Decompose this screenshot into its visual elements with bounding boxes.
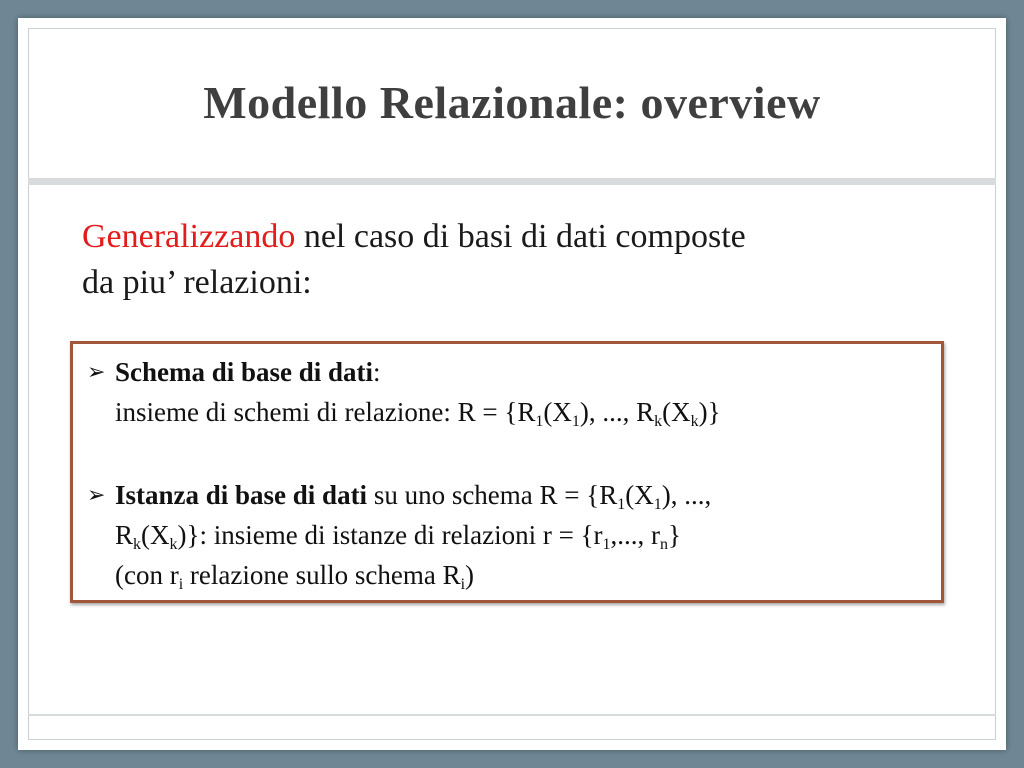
- bullet-istanza: [87, 475, 927, 595]
- text: ): [465, 560, 475, 590]
- intro-text: [82, 214, 942, 306]
- bullet-heading: Istanza di base di dati: [115, 480, 368, 510]
- bottom-divider: [28, 714, 996, 716]
- subscript: 1: [602, 536, 611, 553]
- text: ,..., r: [610, 520, 661, 550]
- text: )}: insieme di istanze di relazioni r = {r: [177, 520, 603, 550]
- text: insieme di schemi di relazione: R = {R: [115, 397, 536, 427]
- intro-line2: da piu’ relazioni:: [82, 264, 312, 301]
- text: )}: [698, 397, 721, 427]
- text: su uno schema R = {R: [367, 480, 618, 510]
- arrow-bullet-icon: ➢: [87, 359, 106, 384]
- bullet-body-line3: [87, 560, 475, 593]
- bullet-heading: Schema di base di dati: [115, 357, 374, 387]
- bullet-schema: [87, 352, 927, 432]
- subscript: n: [660, 536, 669, 553]
- slide-title: Modello Relazionale: overview: [203, 77, 821, 128]
- subscript: i: [178, 576, 184, 593]
- text: (X: [662, 397, 691, 427]
- subscript: 1: [617, 496, 626, 513]
- subscript: 1: [535, 413, 544, 430]
- intro-highlight: Generalizzando: [82, 218, 296, 255]
- intro-line1: nel caso di basi di dati composte: [295, 218, 746, 255]
- subscript: k: [690, 413, 699, 430]
- arrow-bullet-icon: ➢: [87, 482, 106, 507]
- text: (con r: [115, 560, 179, 590]
- slide: [18, 18, 1006, 750]
- definition-box: [70, 341, 944, 603]
- subscript: k: [169, 536, 178, 553]
- text: ), ...,: [661, 480, 712, 510]
- text: }: [668, 520, 681, 550]
- bullet-body: [87, 397, 721, 430]
- bullet-colon: :: [373, 357, 381, 387]
- subscript: k: [654, 413, 663, 430]
- text: ), ..., R: [579, 397, 655, 427]
- subscript: 1: [653, 496, 662, 513]
- bullet-body-line2: [87, 520, 681, 553]
- text: R: [115, 520, 134, 550]
- subscript: i: [460, 576, 466, 593]
- title-divider: [28, 178, 996, 185]
- text: (X: [543, 397, 572, 427]
- text: (X: [141, 520, 170, 550]
- subscript: k: [133, 536, 142, 553]
- text: relazione sullo schema R: [183, 560, 461, 590]
- text: (X: [625, 480, 654, 510]
- subscript: 1: [571, 413, 580, 430]
